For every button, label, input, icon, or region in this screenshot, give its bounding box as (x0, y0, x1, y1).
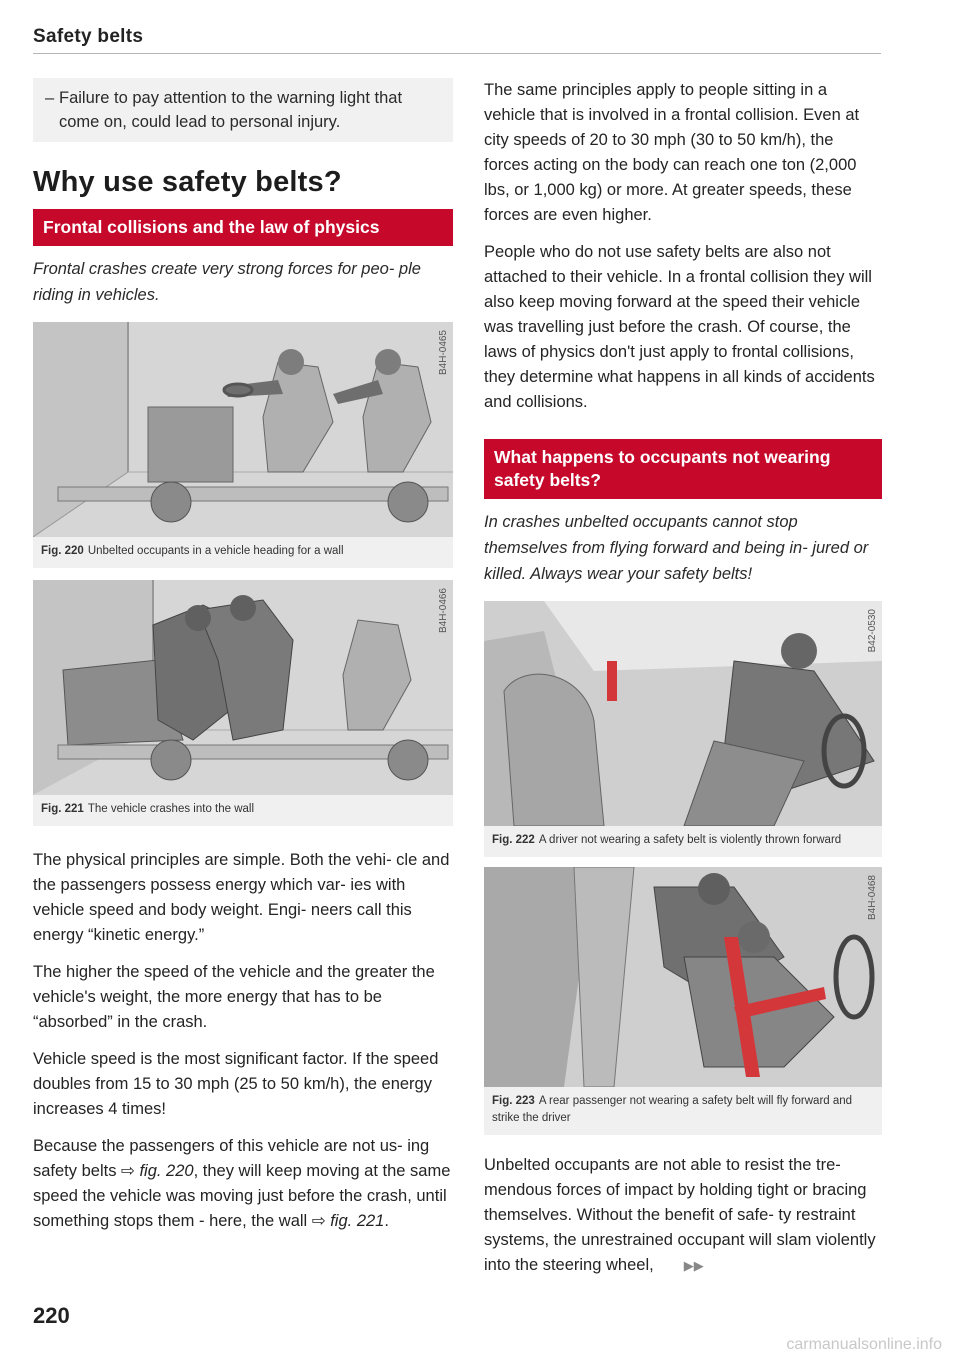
figure-220-caption-text: Unbelted occupants in a vehicle heading for a wall (87, 545, 344, 557)
rear-passenger-strikes-driver-illustration (484, 867, 882, 1087)
figure-221-link[interactable]: ⇨ fig. 221 (311, 1212, 385, 1230)
paragraph (33, 1134, 453, 1234)
paragraph-text: , they will keep moving at the same speed the vehicle was moving just before the crash, until something stops them - here, the wall (33, 1162, 451, 1230)
figure-222-caption-text: A driver not wearing a safety belt is violently thrown forward (538, 834, 842, 846)
figure-222-label: Fig. 222 (492, 834, 535, 846)
figure-222 (484, 601, 882, 857)
dash-bullet: – (45, 89, 55, 107)
paragraph-text: Unbelted occupants are not able to resist the tre- mendous forces of impact by holding tight or bracing themselves. Without the benefit of safe- ty restraint systems, the unrestrained occupant will slam violently into the steering wheel, (484, 1156, 876, 1274)
unbelted-occupants-illustration (33, 322, 453, 537)
running-header: Safety belts (33, 26, 144, 47)
figure-223-code: B4H-0468 (867, 875, 878, 921)
driver-thrown-forward-illustration (484, 601, 882, 826)
figure-222-code: B42-0530 (867, 609, 878, 653)
paragraph: The physical principles are simple. Both the vehi- cle and the passengers possess energy which var- ies with vehicle speed and body weight. Engi- neers call this energy “kinetic energy.” (33, 851, 450, 944)
section-title: Why use safety belts? (33, 166, 342, 198)
figure-223 (484, 867, 882, 1135)
paragraph: Vehicle speed is the most significant factor. If the speed doubles from 15 to 30 mph (25 to 50 km/h), the energy increases 4 times! (33, 1050, 439, 1118)
figure-223-label: Fig. 223 (492, 1095, 535, 1107)
subsection-heading: Frontal collisions and the law of physics (33, 209, 453, 246)
watermark: carmanualsonline.info (786, 1336, 942, 1353)
warning-item (45, 86, 441, 134)
figure-223-illustration (484, 867, 882, 1087)
vehicle-crash-illustration (33, 580, 453, 795)
figure-221-illustration (33, 580, 453, 795)
paragraph: People who do not use safety belts are also not attached to their vehicle. In a frontal collision they will also keep moving forward at the speed their vehicle was travelling just before the crash. Of course, the laws of physics don't just apply to frontal collisions, they determine what happens in all kinds of accidents and collisions. (484, 243, 875, 411)
warning-box (33, 78, 453, 142)
subsection-intro: Frontal crashes create very strong forces for peo- ple riding in vehicles. (33, 260, 421, 304)
header-divider (33, 53, 881, 54)
figure-220-code: B4H-0465 (438, 330, 449, 376)
figure-221 (33, 580, 453, 826)
figure-220-illustration (33, 322, 453, 537)
subsection-intro: In crashes unbelted occupants cannot stop themselves from flying forward and being in- jured or killed. Always wear your safety belts! (484, 513, 869, 583)
figure-222-caption (484, 826, 882, 851)
figure-222-illustration (484, 601, 882, 826)
figure-221-code: B4H-0466 (438, 588, 449, 634)
paragraph-text: . (384, 1212, 389, 1230)
figure-220-caption (33, 537, 453, 562)
figure-220-label: Fig. 220 (41, 545, 84, 557)
figure-223-caption (484, 1087, 882, 1129)
paragraph-text: Because the passengers of this vehicle are not us- ing safety belts (33, 1137, 430, 1180)
left-column (33, 78, 453, 1246)
paragraph: The same principles apply to people sitting in a vehicle that is involved in a frontal collision. Even at city speeds of 20 to 30 mph (30 to 50 km/h), the forces acting on the body can reach one ton (2,000 lbs, or 1,000 kg) or more. At greater speeds, these forces are even higher. (484, 81, 860, 224)
warning-text: Failure to pay attention to the warning light that come on, could lead to personal injury. (59, 89, 403, 131)
right-column (484, 78, 882, 1290)
figure-223-caption-text: A rear passenger not wearing a safety belt will fly forward and strike the driver (492, 1095, 853, 1124)
paragraph (484, 1153, 882, 1278)
subsection-heading: What happens to occupants not wearing safety belts? (484, 439, 882, 499)
continue-arrow-icon: ▶▶ (683, 1258, 704, 1273)
paragraph: The higher the speed of the vehicle and the greater the vehicle's weight, the more energy that has to be “absorbed” in the crash. (33, 963, 435, 1031)
figure-221-caption-text: The vehicle crashes into the wall (87, 803, 255, 815)
figure-221-label: Fig. 221 (41, 803, 84, 815)
figure-221-caption (33, 795, 453, 820)
figure-220-link[interactable]: ⇨ fig. 220 (121, 1162, 194, 1180)
figure-220 (33, 322, 453, 568)
page-number: 220 (33, 1303, 70, 1328)
